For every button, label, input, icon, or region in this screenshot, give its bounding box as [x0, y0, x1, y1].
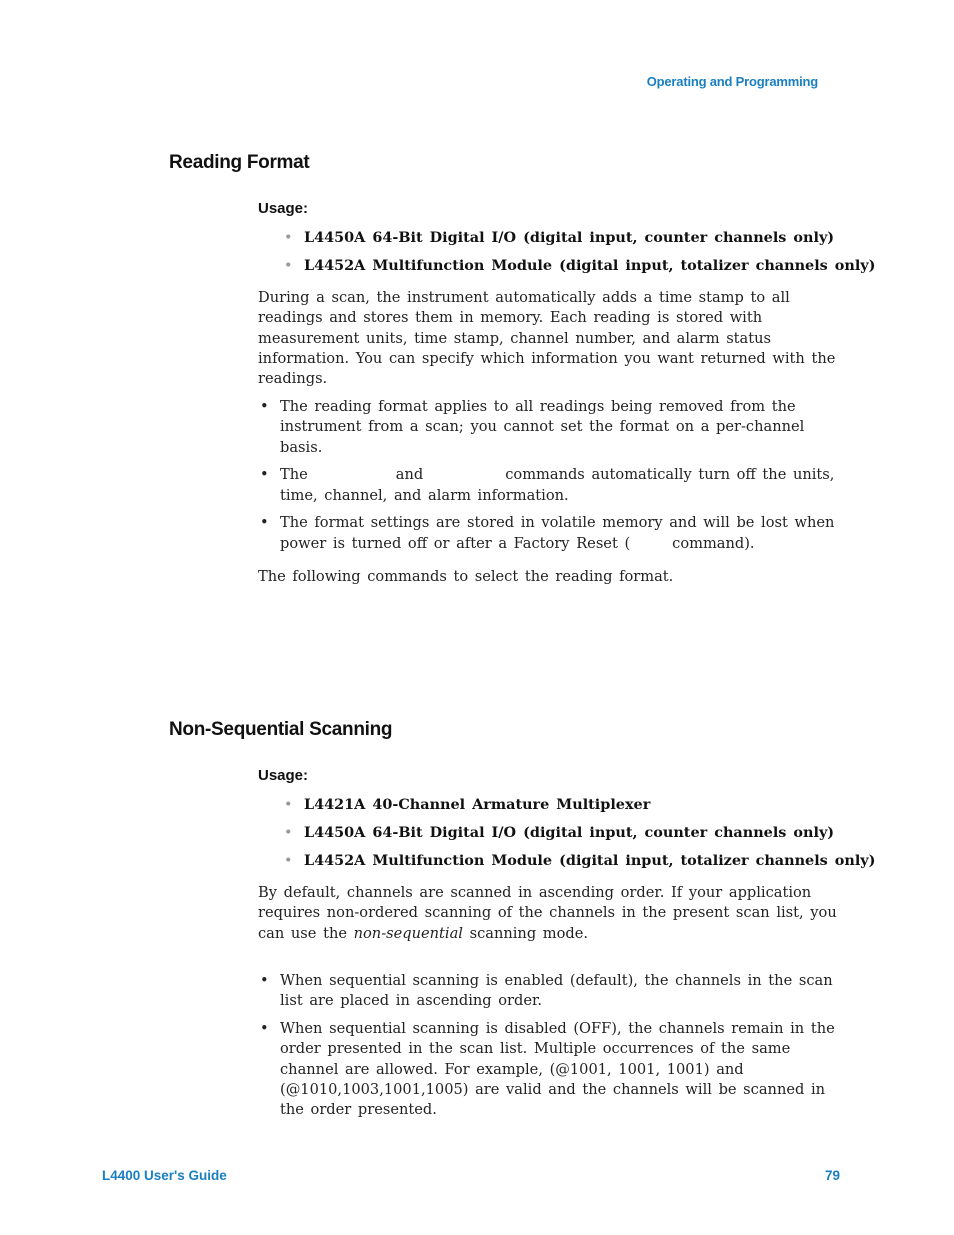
usage-label: Usage: [258, 200, 309, 217]
usage-item: • L4421A 40-Channel Armature Multiplexer [284, 796, 651, 813]
list-item: • The format settings are stored in volatile memory and will be lost when power is turned off or after a Factory Reset ( command). [260, 514, 835, 552]
usage-list [284, 228, 876, 284]
bullet-dot-icon: • [260, 1020, 269, 1038]
section-title-reading-format: Reading Format [169, 152, 310, 173]
usage-list [284, 795, 876, 879]
paragraph-intro: By default, channels are scanned in ascending order. If your application requires non-ordered scanning of the channels in the present scan list, you can use the non-sequential scanning mode. [258, 884, 837, 942]
bullet-dot-icon: • [260, 466, 269, 484]
bullet-dot-icon: • [260, 398, 269, 415]
usage-label: Usage: [258, 767, 309, 784]
bullet-list [258, 971, 848, 1128]
list-item: • The reading format applies to all readings being removed from the instrument from a scan; you cannot set the format on a per-channel basis. [260, 398, 805, 456]
bullet-list [258, 397, 848, 562]
bullet-dot-icon: • [284, 258, 293, 274]
bullet-dot-icon: • [260, 514, 269, 532]
list-item: • The and commands automatically turn off the units, time, channel, and alarm information. [260, 466, 835, 504]
usage-item: • L4450A 64-Bit Digital I/O (digital input, counter channels only) [284, 229, 835, 246]
running-header: Operating and Programming [646, 74, 818, 89]
section-title-non-sequential: Non-Sequential Scanning [169, 719, 393, 740]
emphasis: non-sequential [353, 924, 463, 942]
bullet-dot-icon: • [260, 972, 269, 989]
paragraph-closing: The following commands to select the reading format. [258, 568, 674, 585]
usage-item: • L4452A Multifunction Module (digital input, totalizer channels only) [284, 257, 876, 274]
bullet-dot-icon: • [284, 825, 293, 841]
bullet-dot-icon: • [284, 853, 293, 869]
page-number: 79 [824, 1168, 840, 1183]
usage-item: • L4450A 64-Bit Digital I/O (digital input, counter channels only) [284, 824, 835, 841]
footer-guide-title: L4400 User's Guide [102, 1168, 227, 1183]
paragraph-intro: During a scan, the instrument automatically adds a time stamp to all readings and stores them in memory. Each reading is stored with measurement units, time stamp, channel number, and alarm status information. You can specify which information you want returned with the readings. [258, 289, 836, 388]
usage-item: • L4452A Multifunction Module (digital input, totalizer channels only) [284, 852, 876, 869]
list-item: • When sequential scanning is enabled (default), the channels in the scan list are placed in ascending order. [260, 972, 833, 1010]
bullet-dot-icon: • [284, 797, 293, 813]
bullet-dot-icon: • [284, 230, 293, 246]
list-item: • When sequential scanning is disabled (OFF), the channels remain in the order presented in the scan list. Multiple occurrences of the same channel are allowed. For example, (@1001, 1001, 1001) and (@1010,1003,1001,1005) are valid and the channels will be scanned in the order presented. [260, 1020, 835, 1119]
